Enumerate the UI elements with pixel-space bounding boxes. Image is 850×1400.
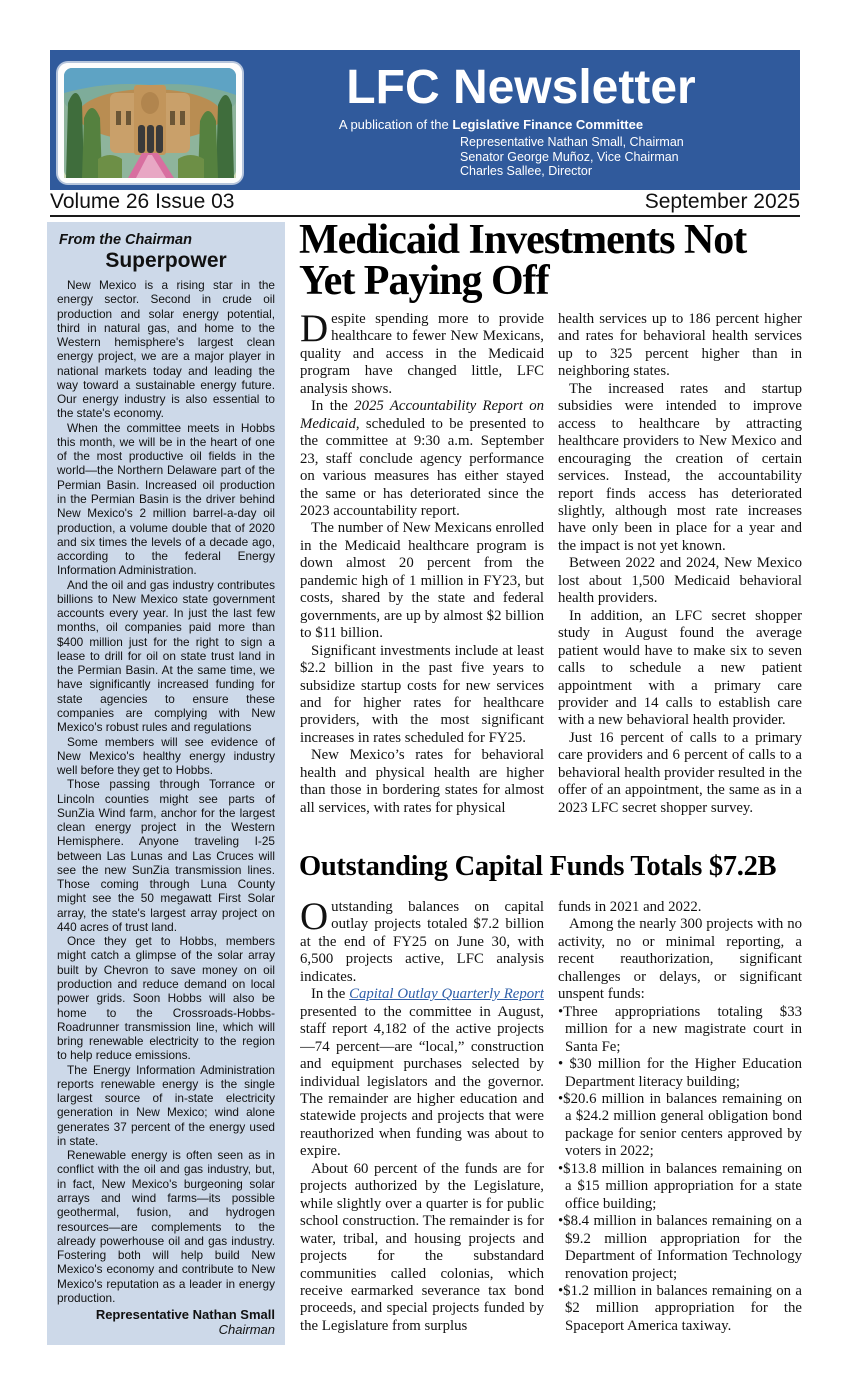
paragraph <box>57 934 275 1062</box>
paragraph <box>558 730 802 817</box>
text-run: •$20.6 million in balances remaining on a $24.2 million general obligation bond package for senior centers approved by voters in 2022; <box>558 1090 802 1160</box>
paragraph <box>300 398 544 520</box>
text-run: Among the nearly 300 projects with no activity, no or minimal reporting, a recent reauthorization, significant challenges or delays, or significant unspent funds: <box>558 916 802 1003</box>
banner-text-block <box>242 50 800 190</box>
chairman-column-title: Superpower <box>105 249 227 272</box>
officials-list <box>460 135 800 179</box>
text-run: And the oil and gas industry contributes billions to New Mexico state government accounts every year. In just the last few months, oil companies paid more than $400 million just for the right to sign a lease to drill for oil on state trust land in the Permian Basin. At the same time, we have significantly increased funding for state agencies to ensure these companies are complying with New Mexico's robust rules and regulations <box>57 577 275 735</box>
paragraph <box>300 899 544 986</box>
paragraph <box>558 381 802 556</box>
paragraph <box>558 899 802 916</box>
text-run: utstanding balances on capital outlay projects totaled $7.2 billion at the end of FY25 on June 30, with 6,500 projects active, LFC analysis indicates. <box>300 899 544 985</box>
bullet-item <box>558 1161 802 1213</box>
official-vice-chairman: Senator George Muñoz, Vice Chairman <box>460 149 679 164</box>
text-run: In addition, an LFC secret shopper study in August found the average patient would have to make six to seven calls to schedule a new patient appointment with a primary care provider and 14 calls to establish care with a new behavioral health provider. <box>558 607 802 729</box>
publication-prefix: A publication of the <box>338 117 453 132</box>
chairman-kicker: From the Chairman <box>59 232 192 248</box>
paragraph <box>300 747 544 817</box>
text-run: The increased rates and startup subsidies were intended to improve access to healthcare by attracting healthcare providers to New Mexico and encouraging the creation of certain services. Instead, the accountability report finds access has deteriorated slightly, although most rate increases have only been in place for a year and the impact is not yet known. <box>558 380 802 554</box>
bullet-item <box>558 1091 802 1161</box>
signature-role: Chairman <box>218 1322 275 1338</box>
bullet-item <box>558 1004 802 1056</box>
drop-cap: D <box>300 311 329 350</box>
paragraph <box>300 311 544 398</box>
paragraph <box>57 777 275 934</box>
bullet-item <box>558 1283 802 1335</box>
publication-line <box>242 117 740 132</box>
paragraph <box>558 311 802 381</box>
text-run: •$13.8 million in balances remaining on a $15 million appropriation for a state office building; <box>558 1160 802 1212</box>
article2-headline: Outstanding Capital Funds Totals $7.2B <box>299 851 777 882</box>
capitol-building-art <box>58 63 242 183</box>
article1-column-2 <box>558 311 802 859</box>
capital-outlay-report-link[interactable]: Capital Outlay Quarterly Report <box>349 986 544 1003</box>
text-run: funds in 2021 and 2022. <box>558 899 702 915</box>
bullet-item <box>558 1213 802 1283</box>
chairman-signature <box>57 1307 275 1337</box>
text-run: , scheduled to be presented to the committee at 9:30 a.m. September 23, staff conclude agency performance on various measures has either stayed the same or has deteriorated since the 2023 accountability report. <box>300 415 544 519</box>
drop-cap: O <box>300 899 329 938</box>
paragraph <box>300 520 544 642</box>
paragraph <box>57 578 275 735</box>
text-run: Renewable energy is often seen as in conflict with the oil and gas industry, but, in fact, New Mexico's burgeoning solar arrays and wind farms—its possible geothermal, fusion, and hydrogen resources—are complements to the already powerhouse oil and gas industry. Fostering both will help build New Mexico's economy and contribute to New Mexico's reputation as a leader in energy production. <box>57 1148 275 1305</box>
paragraph <box>558 916 802 1003</box>
article1-headline: Medicaid Investments Not Yet Paying Off <box>299 217 747 304</box>
text-run: When the committee meets in Hobbs this month, we will be in the heart of one of the most productive oil fields in the world—the Northern Delaware part of the Permian Basin. Increased oil production in the Permian Basin is the driver behind New Mexico's 2 million barrel-a-day oil production, a volume double that of 2020 and six times the levels of a decade ago, according to the federal Energy Information Administration. <box>57 420 275 578</box>
paragraph <box>300 1161 544 1336</box>
official-chairman: Representative Nathan Small, Chairman <box>460 135 684 149</box>
text-run: New Mexico is a rising star in the energy sector. Second in crude oil production and solar energy potential, third in natural gas, and home to the Western hemisphere's largest clean energy project, we are a major player in national markets today and leading the way toward a sustainable energy future. Our energy industry is also essential to the state's economy. <box>57 278 275 421</box>
article1-column-1 <box>300 311 544 859</box>
italic-text: 2025 Accountability Report on Medicaid <box>300 398 544 432</box>
text-run: The number of New Mexicans enrolled in the Medicaid healthcare program is down almost 20 percent from the pandemic high of 1 million in FY23, but costs, shared by the state and federal governments, are up by almost $2 billion to $11 billion. <box>300 520 544 642</box>
text-run: About 60 percent of the funds are for projects authorized by the Legislature, while slightly over a quarter is for public school construction. The remainder is for water, tribal, and housing projects and projects for the substandard communities called colonias, which receive earmarked severance tax bond proceeds, and special projects funded by the Legislature from surplus <box>300 1160 544 1334</box>
paragraph <box>57 421 275 578</box>
bullet-item <box>558 1056 802 1091</box>
paragraph <box>57 735 275 778</box>
text-run: presented to the committee in August, staff report 4,182 of the active projects—74 percent—are “local,” construction and equipment purchases selected by individual legislators and the governor. The remainder are higher education and statewide projects and projects that were reauthorized when funding was about to expire. <box>300 1003 544 1160</box>
paragraph <box>57 1063 275 1149</box>
text-run: Just 16 percent of calls to a primary care providers and 6 percent of calls to a behavioral health provider resulted in the offer of an appointment, the same as in a 2023 LFC secret shopper survey. <box>558 729 802 816</box>
text-run: In the <box>311 986 350 1003</box>
masthead-banner <box>50 50 800 190</box>
text-run: New Mexico’s rates for behavioral health and physical health are higher than those in bordering states for almost all services, with rates for physical <box>300 747 544 816</box>
text-run: •$8.4 million in balances remaining on a $9.2 million appropriation for the Department of Information Technology renovation project; <box>558 1213 802 1282</box>
issue-line <box>50 190 800 214</box>
article2-body <box>300 899 802 1364</box>
text-run: Significant investments include at least $2.2 billion in the past five years to subsidize startup costs for new services and for higher rates for healthcare providers, with the most significant increases in rates scheduled for FY25. <box>300 642 544 746</box>
volume-issue: Volume 26 Issue 03 <box>50 190 235 213</box>
text-run: • $30 million for the Higher Education Department literacy building; <box>558 1056 802 1090</box>
text-run: The Energy Information Administration reports renewable energy is the single largest source of in-state electricity generation in New Mexico; wind alone generates 37 percent of the energy used in state. <box>57 1062 275 1148</box>
issue-date: September 2025 <box>644 190 800 213</box>
text-run: Some members will see evidence of New Mexico's healthy energy industry well before they get to Hobbs. <box>57 734 275 778</box>
text-run: •Three appropriations totaling $33 million for a new magistrate court in Santa Fe; <box>558 1003 802 1055</box>
publication-org: Legislative Finance Committee <box>452 117 644 132</box>
text-run: espite spending more to provide healthcare to fewer New Mexicans, quality and access in the Medicaid program have changed little, LFC analysis shows. <box>300 311 544 397</box>
text-run: health services up to 186 percent higher and rates for behavioral health services up to 325 percent higher than in neighboring states. <box>558 311 802 380</box>
capitol-building-illustration <box>58 63 242 183</box>
article2-column-1 <box>300 899 544 1364</box>
text-run: •$1.2 million in balances remaining on a $2 million appropriation for the Spaceport America taxiway. <box>558 1282 802 1334</box>
official-director: Charles Sallee, Director <box>460 164 592 178</box>
article1-body <box>300 311 802 859</box>
chairman-column <box>47 222 285 1345</box>
paragraph <box>558 608 802 730</box>
text-run: In the <box>311 398 355 415</box>
paragraph <box>57 278 275 421</box>
text-run: Once they get to Hobbs, members might catch a glimpse of the solar array built by Chevron to save money on oil production and reduce demand on local power grids. Soon Hobbs will also be home to the Crossroads-Hobbs-Roadrunner transmission line, which will bring renewable electricity to the region to help reduce emissions. <box>57 934 275 1063</box>
paragraph <box>300 986 544 1161</box>
article2-column-2 <box>558 899 802 1364</box>
paragraph <box>57 1148 275 1305</box>
signature-name: Representative Nathan Small <box>95 1307 275 1323</box>
paragraph <box>558 555 802 607</box>
paragraph <box>300 643 544 748</box>
newsletter-title: LFC Newsletter <box>346 61 696 114</box>
text-run: Between 2022 and 2024, New Mexico lost about 1,500 Medicaid behavioral health providers. <box>558 555 802 607</box>
text-run: Those passing through Torrance or Lincoln counties might see parts of SunZia Wind farm, anchor for the largest clean energy project in the Western Hemisphere. Anyone traveling I-25 between Las Lunas and Las Cruces will see the new SunZia transmission lines. Those coming through Luna County might see the 50 megawatt First Solar array, the state's largest array project on 440 acres of trust land. <box>57 777 275 934</box>
chairman-column-body <box>57 278 275 1305</box>
